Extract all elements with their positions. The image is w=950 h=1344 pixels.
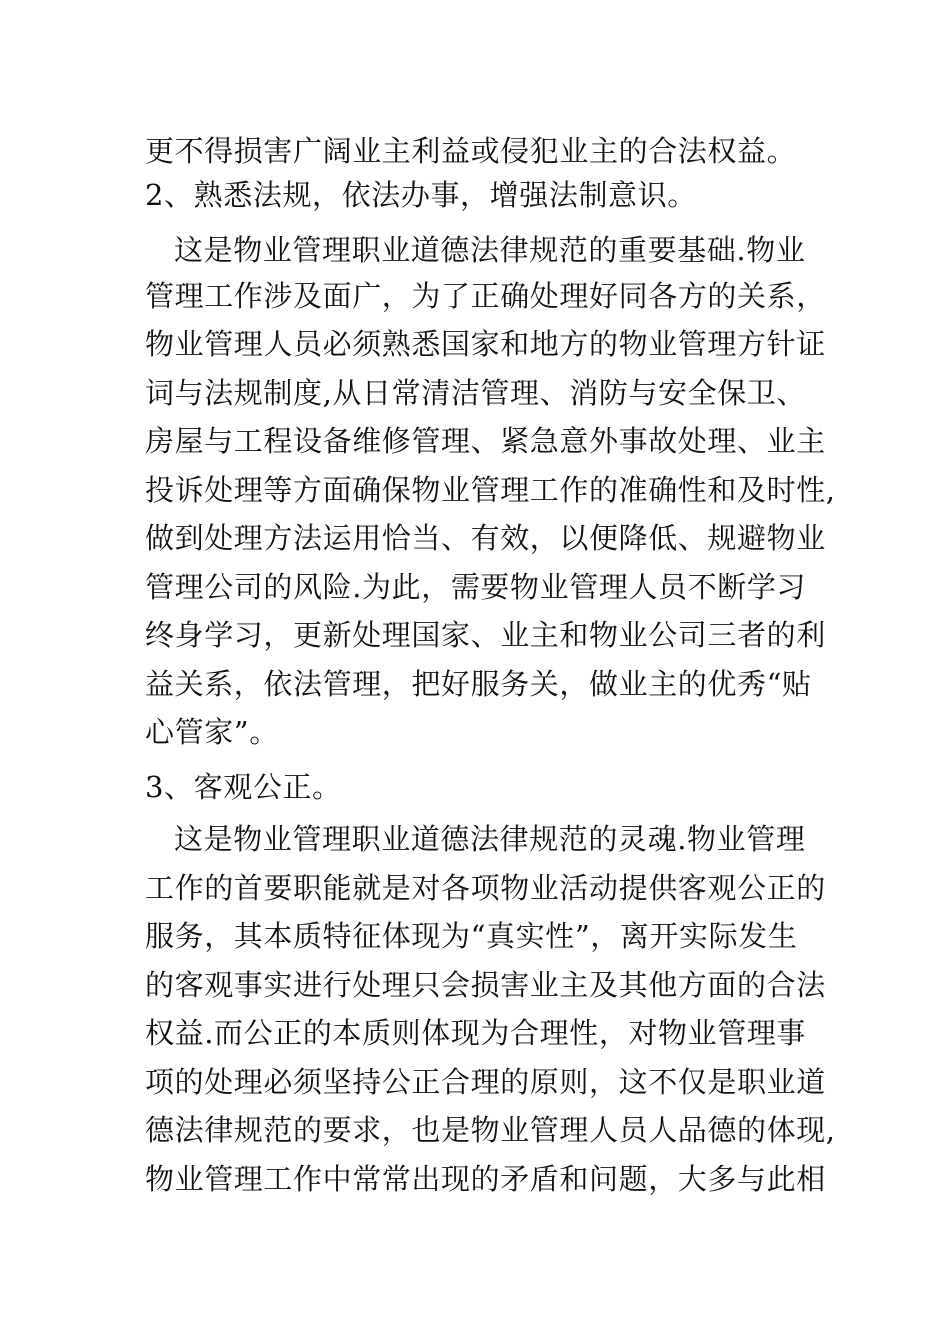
text-line: 心管家”。 xyxy=(145,715,279,749)
text-line: 终身学习，更新处理国家、业主和物业公司三者的利 xyxy=(145,618,826,652)
text-line: 德法律规范的要求，也是物业管理人员人品德的体现, xyxy=(145,1113,836,1147)
text-line: 管理工作涉及面广，为了正确处理好同各方的关系， xyxy=(145,279,826,313)
text-line: 的客观事实进行处理只会损害业主及其他方面的合法 xyxy=(145,968,826,1002)
text-line: 服务，其本质特征体现为“真实性”，离开实际发生 xyxy=(145,919,798,953)
text-line: 房屋与工程设备维修管理、紧急意外事故处理、业主 xyxy=(145,424,826,458)
paragraph-first-line: 这是物业管理职业道德法律规范的灵魂.物业管理 xyxy=(174,822,806,856)
text-line: 物业管理人员必须熟悉国家和地方的物业管理方针证 xyxy=(145,327,826,361)
text-line: 工作的首要职能就是对各项物业活动提供客观公正的 xyxy=(145,871,826,905)
paragraph-first-line: 这是物业管理职业道德法律规范的重要基础.物业 xyxy=(174,233,806,267)
text-line: 管理公司的风险.为此，需要物业管理人员不断学习 xyxy=(145,570,807,604)
text-line: 权益.而公正的本质则体现为合理性，对物业管理事 xyxy=(145,1016,807,1050)
text-line: 做到处理方法运用恰当、有效，以便降低、规避物业 xyxy=(145,521,826,555)
text-line: 项的处理必须坚持公正合理的原则，这不仅是职业道 xyxy=(145,1065,826,1099)
section-heading: 3、客观公正。 xyxy=(145,770,342,804)
text-line: 物业管理工作中常常出现的矛盾和问题，大多与此相 xyxy=(145,1162,826,1196)
section-heading: 2、熟悉法规，依法办事，增强法制意识。 xyxy=(145,178,697,212)
text-line: 更不得损害广阔业主利益或侵犯业主的合法权益。 xyxy=(145,134,797,168)
text-line: 词与法规制度,从日常清洁管理、消防与安全保卫、 xyxy=(145,376,807,410)
text-line: 益关系，依法管理，把好服务关，做业主的优秀“贴 xyxy=(145,667,812,701)
text-line: 投诉处理等方面确保物业管理工作的准确性和及时性, xyxy=(145,473,836,507)
